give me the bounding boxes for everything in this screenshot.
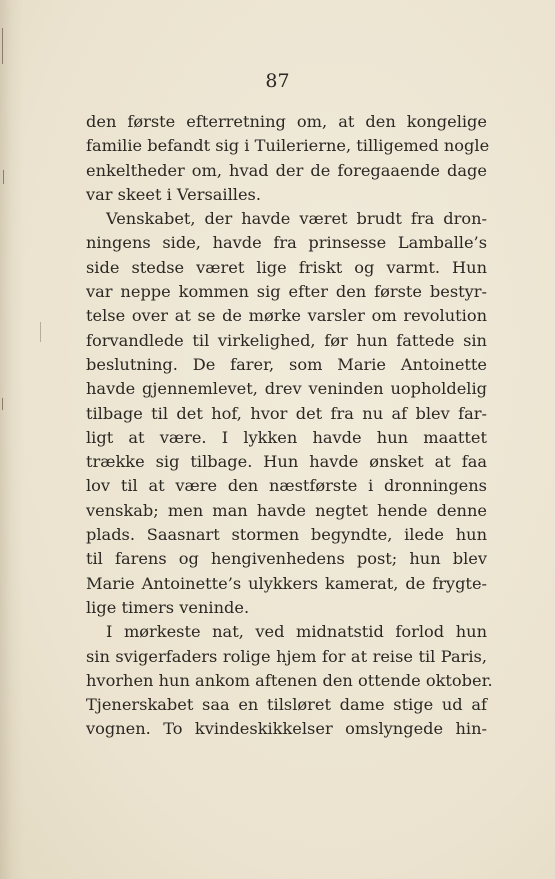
text-line: ningens side, havde fra prinsesse Lamballe’s xyxy=(86,233,487,253)
text-line: tilbage til det hof, hvor det fra nu af blev far- xyxy=(86,403,487,423)
text-line: familie befandt sig i Tuilerierne, tilligemed nogle xyxy=(86,136,490,156)
text-line: beslutning. De farer, som Marie Antoinette xyxy=(86,354,487,374)
text-line: lige timers veninde. xyxy=(86,597,250,617)
text-line: den første efterretning om, at den kongelige xyxy=(86,112,487,131)
text-line: var skeet i Versailles. xyxy=(86,184,261,204)
text-line: Marie Antoinette’s ulykkers kamerat, de frygte- xyxy=(86,573,487,593)
margin-mark xyxy=(2,398,3,410)
text-line: hvorhen hun ankom aftenen den ottende oktober. xyxy=(86,670,493,690)
margin-mark xyxy=(2,28,3,64)
text-line: Venskabet, der havde været brudt fra dron- xyxy=(106,209,487,229)
text-line: var neppe kommen sig efter den første bestyr- xyxy=(86,282,487,302)
text-line: telse over at se de mørke varsler om revolution xyxy=(86,306,487,326)
text-line: I mørkeste nat, ved midnatstid forlod hun xyxy=(106,622,487,642)
text-line: enkeltheder om, hvad der de foregaaende dage xyxy=(86,160,487,180)
text-line: Tjenerskabet saa en tilsløret dame stige ud af xyxy=(86,695,487,715)
text-line: trække sig tilbage. Hun havde ønsket at faa xyxy=(86,452,487,472)
text-line: forvandlede til virkelighed, før hun fattede sin xyxy=(86,330,487,350)
margin-mark xyxy=(40,322,41,342)
text-line: plads. Saasnart stormen begyndte, ilede hun xyxy=(86,525,487,545)
body-text xyxy=(86,110,493,742)
text-line: sin svigerfaders rolige hjem for at reise til Paris, xyxy=(86,646,487,666)
text-line: venskab; men man havde negtet hende denne xyxy=(86,500,487,520)
text-line: lov til at være den næstførste i dronningens xyxy=(86,476,487,496)
margin-mark xyxy=(3,170,4,184)
text-line: havde gjennemlevet, drev veninden uopholdelig xyxy=(86,379,487,399)
text-line: ligt at være. I lykken havde hun maattet xyxy=(86,427,487,447)
text-line: side stedse været lige friskt og varmt. Hun xyxy=(86,257,487,277)
text-line: til farens og hengivenhedens post; hun blev xyxy=(86,549,487,569)
text-line: vognen. To kvindeskikkelser omslyngede hin- xyxy=(86,719,487,739)
page-number: 87 xyxy=(265,70,290,92)
